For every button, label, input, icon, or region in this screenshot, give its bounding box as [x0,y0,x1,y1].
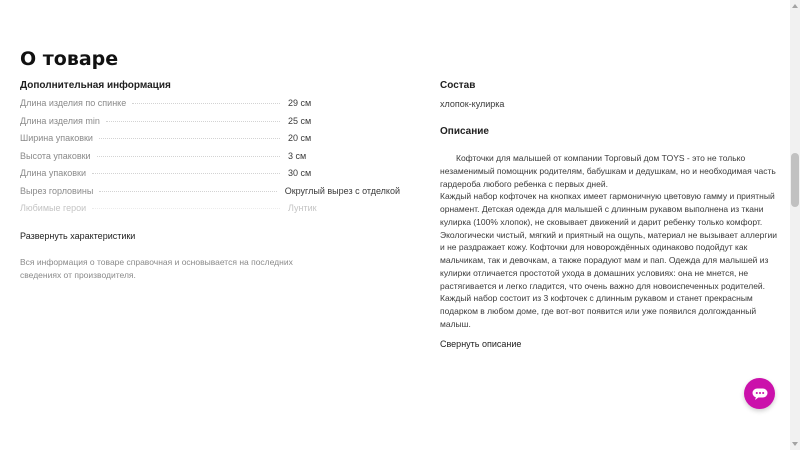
specs-list [20,98,400,221]
spec-value: Округлый вырез с отделкой [284,185,400,196]
spec-row [20,186,400,204]
description-paragraph: Кофточки для малышей от компании Торговый дом TOYS - это не только незаменимый помощник родителям, бабушкам и дедушкам, но и необходимая часть гардероба любого ребенка с первых дней. [440,153,776,189]
spec-dotted-leader [97,156,280,157]
expand-specs-link[interactable]: Развернуть характеристики [20,230,136,241]
spec-name: Ширина упаковки [20,133,93,143]
spec-value: 25 см [288,115,312,126]
spec-row [20,168,400,186]
chat-button[interactable] [744,378,775,409]
description-heading: Описание [440,126,489,137]
spec-value: 20 см [288,133,312,143]
scroll-up-arrow-icon[interactable] [792,4,798,8]
spec-row [20,116,400,134]
about-right-column [440,80,780,349]
spec-row [20,203,400,221]
specs-heading: Дополнительная информация [20,80,171,91]
spec-dotted-leader [92,173,280,174]
spec-name: Любимые герои [20,203,87,213]
spec-row [20,151,400,169]
spec-dotted-leader [132,103,280,104]
composition-value: хлопок-кулирка [440,99,505,109]
specs-section [20,80,400,282]
spec-name: Высота упаковки [20,150,91,161]
spec-name: Длина упаковки [20,168,87,178]
spec-dotted-leader [99,191,276,192]
page-title: О товаре [20,48,119,70]
spec-value: 29 см [288,98,312,108]
spec-value: Лунтик [288,203,317,213]
specs-disclaimer: Вся информация о товаре справочная и основывается на последних сведениях от производителя. [20,256,293,280]
spec-dotted-leader [99,138,280,139]
collapse-description-link[interactable]: Свернуть описание [440,338,522,349]
scroll-down-arrow-icon[interactable] [792,442,798,446]
scrollbar-thumb[interactable] [791,153,799,207]
spec-row [20,98,400,116]
spec-value: 3 см [288,150,307,161]
spec-name: Длина изделия min [20,115,100,126]
page-scrollbar[interactable] [790,0,800,450]
spec-row [20,133,400,151]
spec-name: Вырез горловины [20,185,94,196]
chat-bubble-icon [752,388,768,400]
description-paragraph: Каждый набор кофточек на кнопках имеет гармоничную цветовую гамму и приятный орнамент. Детская одежда для малышей с длинным рукавом выполнена из ткани кулирка (100% хлопок), не сковывает движений и дарит ребенку только комфорт. Экологически чистый, мягкий и приятный на ощупь, материал не вызывает аллергии и не раздражает кожу. Кофточки для новорождённых одинаково подойдут как мальчикам, так и девочкам, а также порадуют мам и пап. Одежда для малышей из кулирки отличается простотой ухода в домашних условиях: она не мнется, не растягивается и легко гладится, что очень важно для новоиспеченных родителей. Каждый набор состоит из 3 кофточек с длинным рукавом и станет прекрасным подарком в любом доме, где вот-вот появится или уже появился долгожданный малыш. [440,191,777,329]
spec-name: Длина изделия по спинке [20,98,127,108]
spec-value: 30 см [288,168,312,178]
spec-dotted-leader [106,121,280,122]
spec-dotted-leader [92,208,280,209]
description-text [440,152,780,331]
composition-heading: Состав [440,80,476,91]
